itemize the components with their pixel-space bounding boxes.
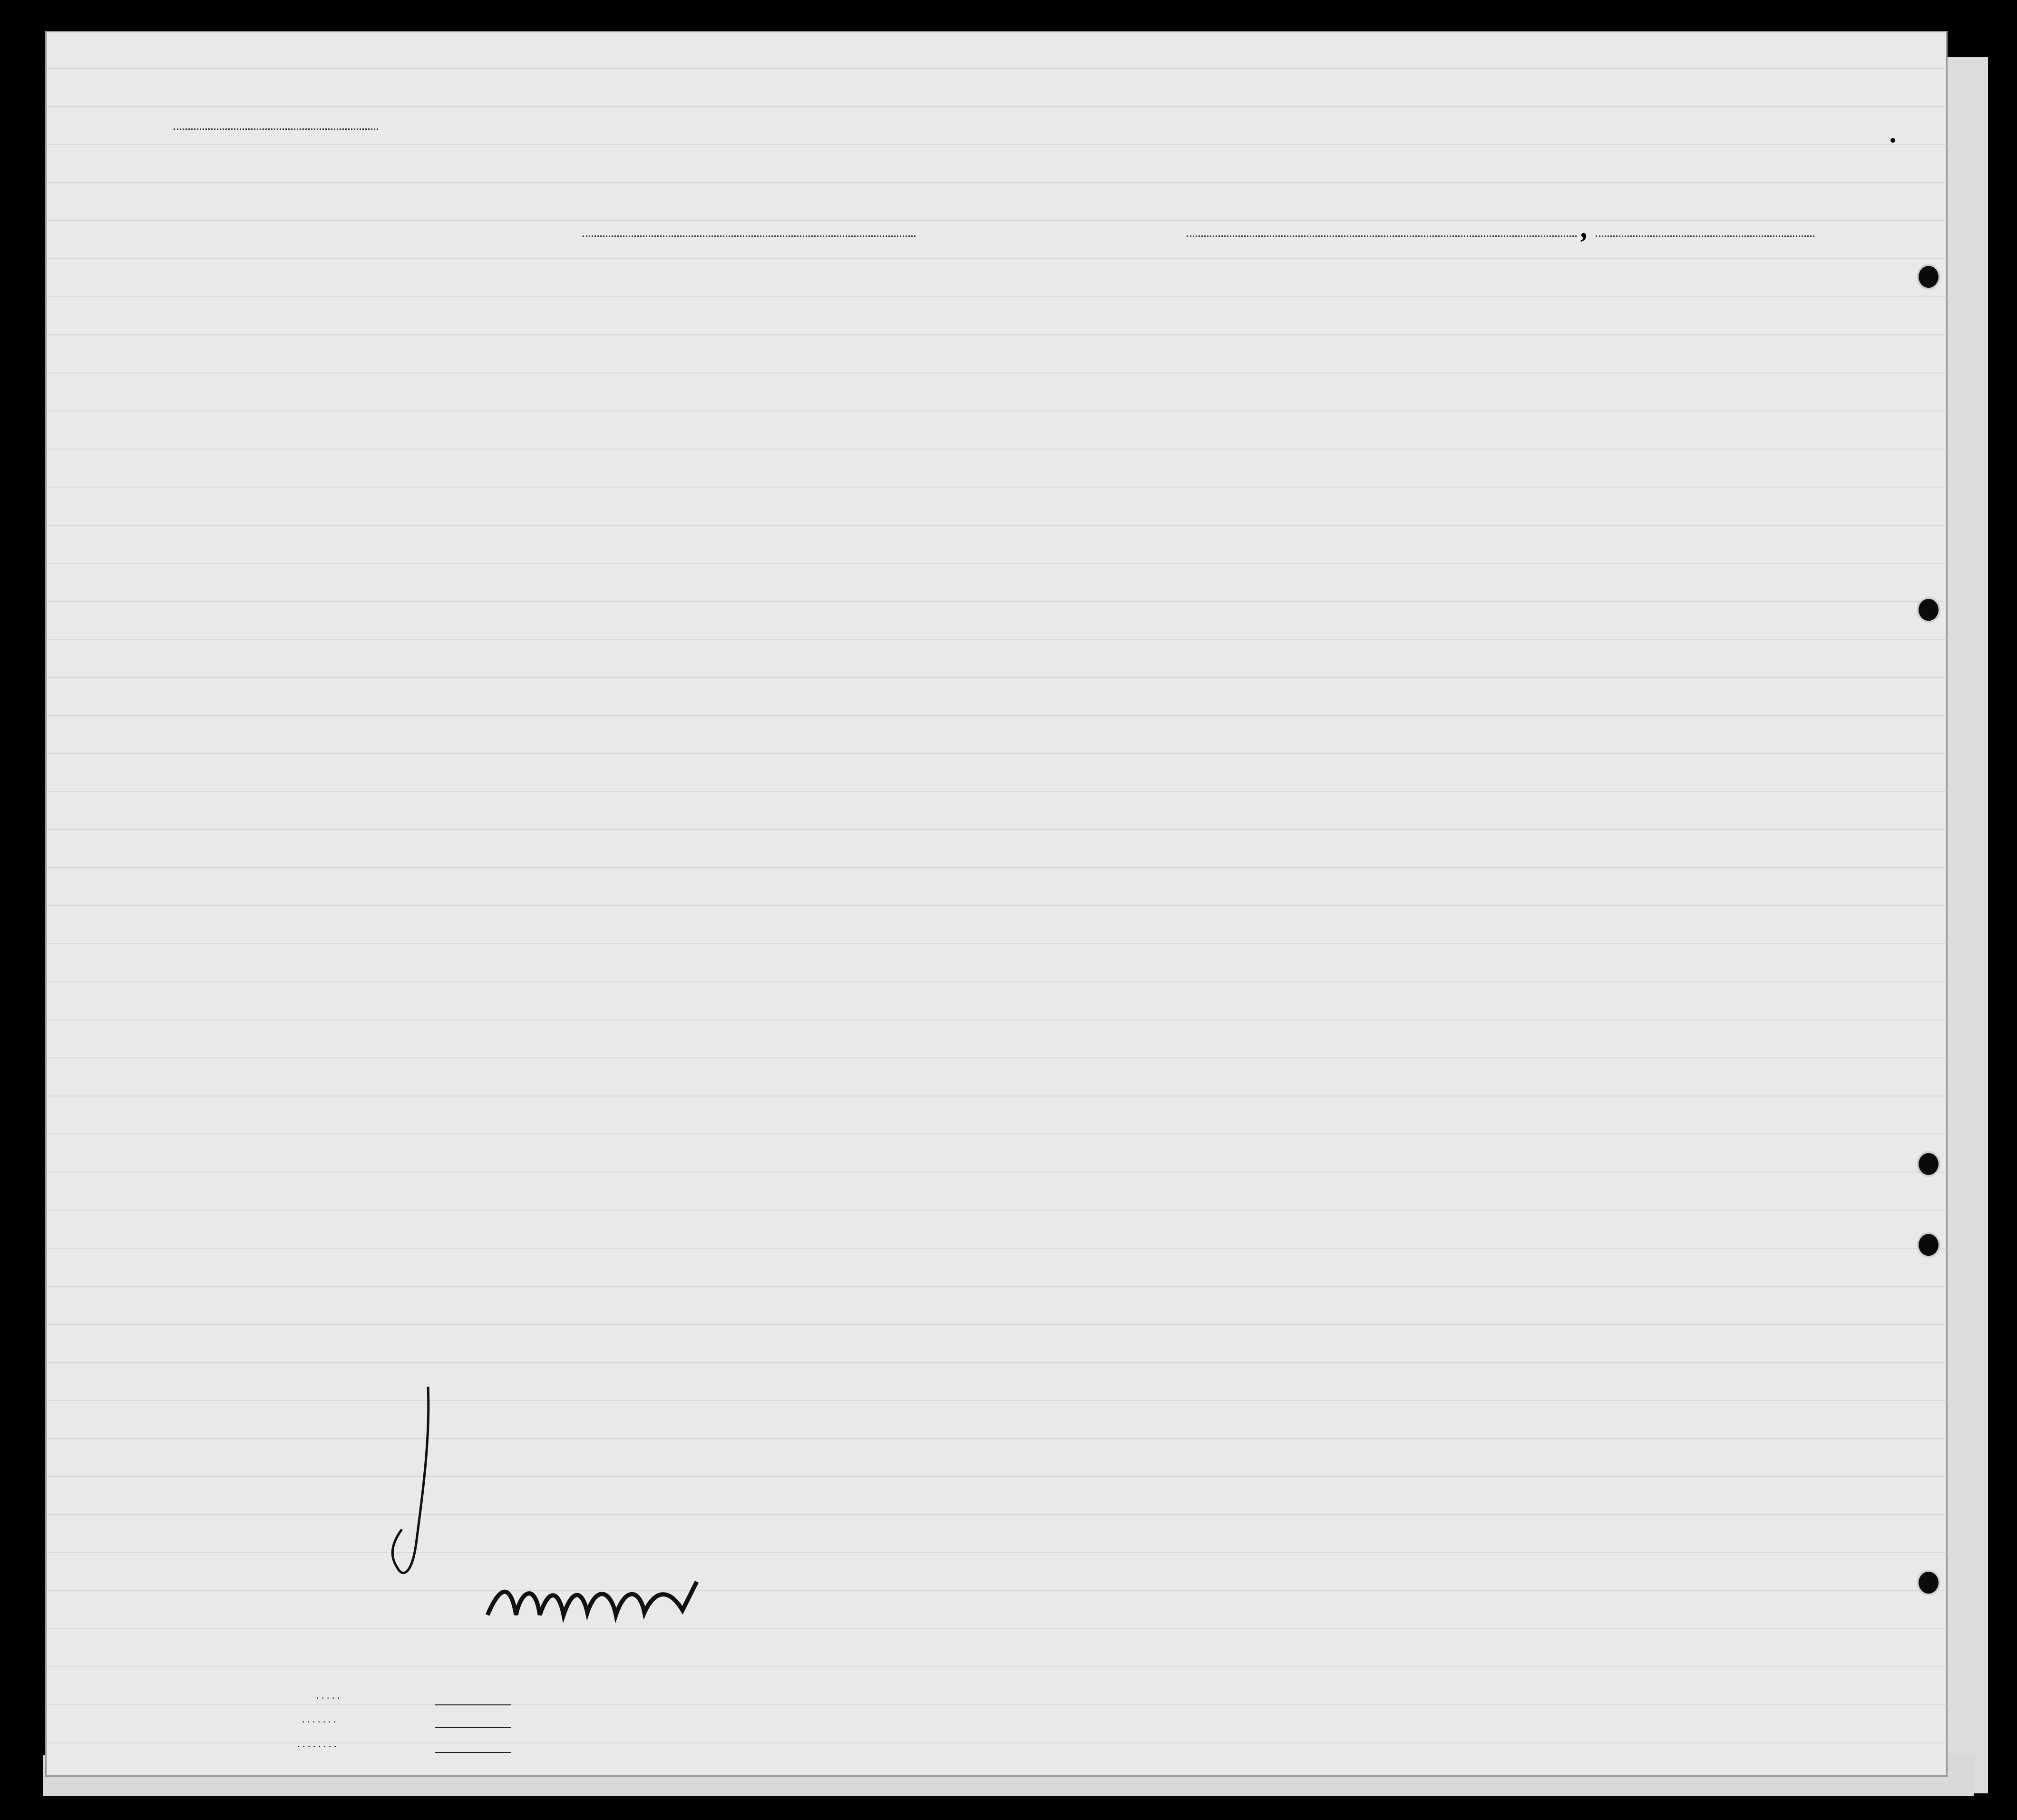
ship-name-dots <box>583 235 916 237</box>
total-passengers-dots: . . . . . <box>316 1689 340 1701</box>
manifest-sheet <box>45 31 1948 1777</box>
totals-underline-2 <box>435 1727 511 1728</box>
us-citizens-dots: . . . . . . . <box>302 1713 336 1725</box>
signature <box>483 1572 702 1629</box>
aliens-dots: . . . . . . . . <box>297 1738 337 1750</box>
totals-underline-3 <box>435 1752 511 1753</box>
port-dots <box>1187 235 1577 237</box>
large-check-mark <box>350 1387 464 1586</box>
totals-underline-1 <box>435 1704 511 1705</box>
port-comma: , <box>1581 212 1588 244</box>
ruled-background <box>45 31 1948 1777</box>
date-dots <box>1596 235 1814 237</box>
binder-hole <box>1917 1151 1940 1177</box>
binder-hole <box>1917 264 1940 290</box>
binder-hole <box>1917 1570 1940 1595</box>
binder-hole <box>1917 1232 1940 1258</box>
list-underline <box>174 128 378 130</box>
binder-hole <box>1917 597 1940 623</box>
title-dot <box>1890 138 1895 143</box>
